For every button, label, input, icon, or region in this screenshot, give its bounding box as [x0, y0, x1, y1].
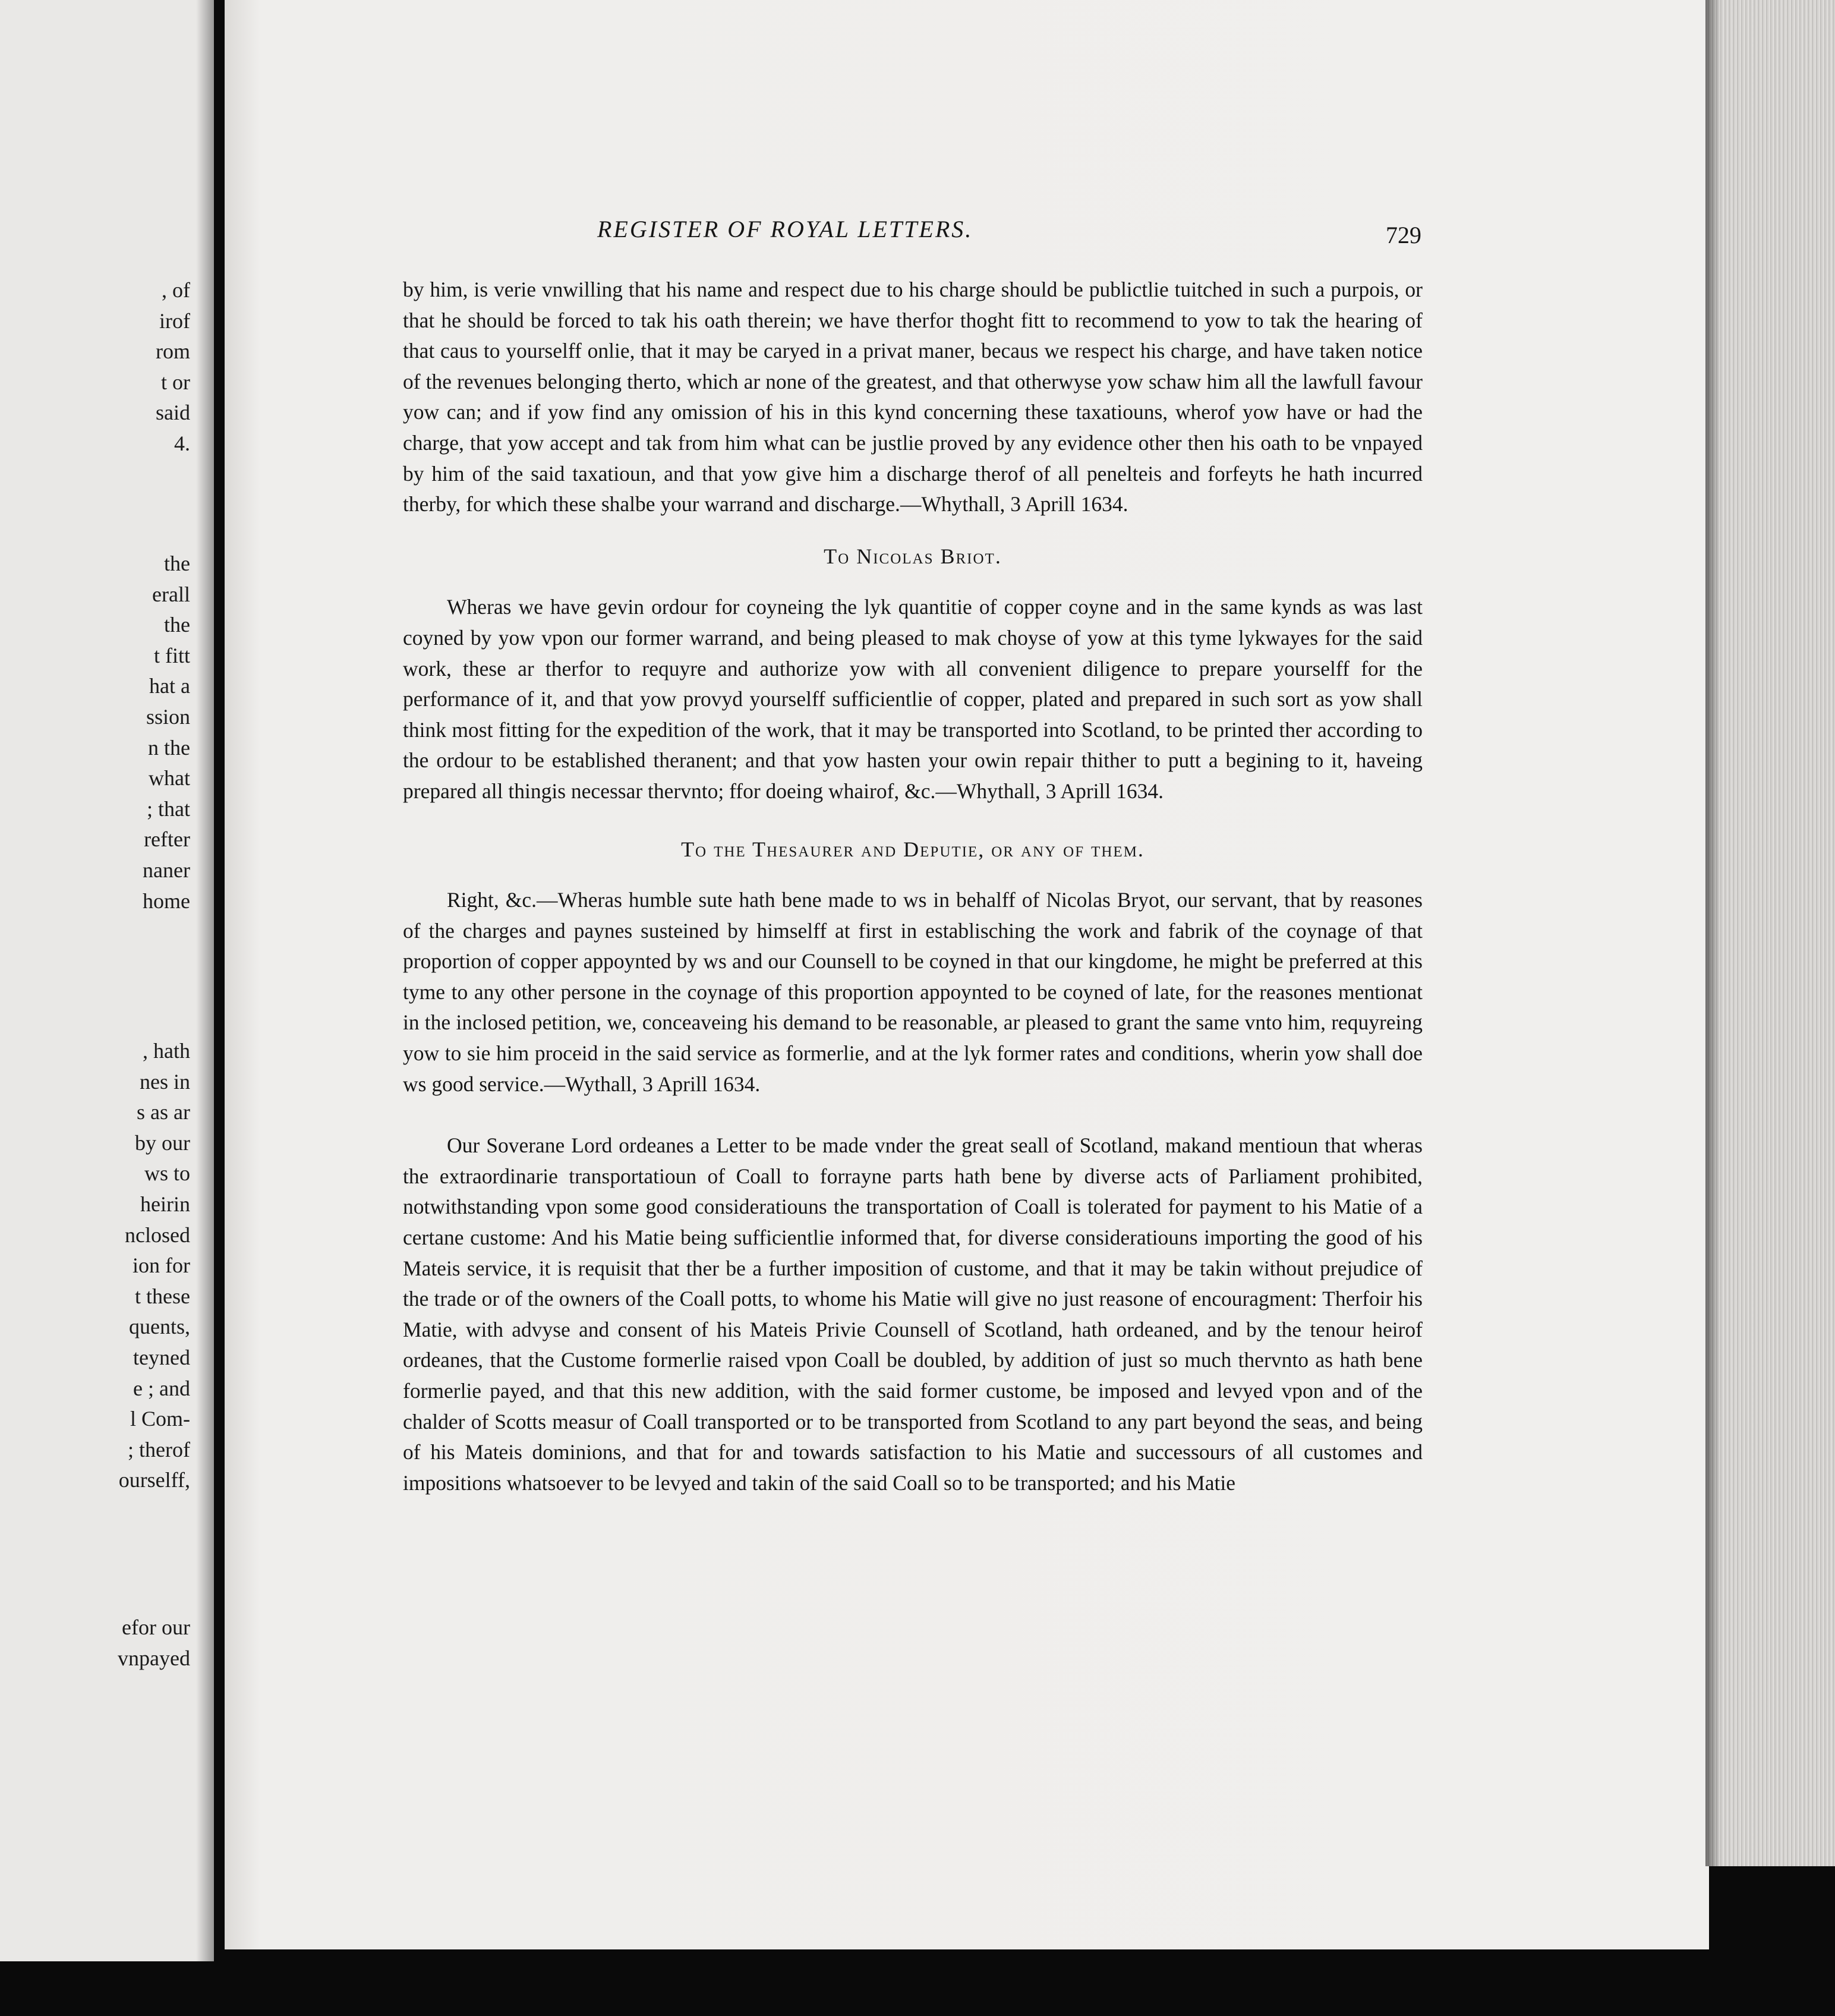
- left-page-fragment: t these: [135, 1284, 190, 1308]
- left-page-fragment: quents,: [129, 1315, 190, 1339]
- page-body: [403, 275, 1423, 1498]
- gutter-shadow: [196, 0, 214, 1961]
- left-page-fragment: l Com-: [130, 1407, 190, 1431]
- left-page-fragment: home: [143, 889, 190, 913]
- left-page-fragment: e ; and: [133, 1376, 190, 1400]
- left-page-fragment: vnpayed: [118, 1646, 190, 1670]
- left-page-fragment: nclosed: [125, 1223, 190, 1247]
- left-page-fragment: nes in: [140, 1069, 190, 1094]
- left-page-fragment: , of: [162, 278, 190, 302]
- letter-heading-briot: To Nicolas Briot.: [824, 544, 1002, 568]
- left-page-fragment: ; that: [147, 796, 190, 821]
- left-page-fragment: what: [149, 766, 190, 790]
- left-page-fragment: said: [156, 401, 190, 425]
- left-page-fragment: refter: [144, 827, 190, 852]
- left-facing-page: [0, 0, 214, 1961]
- left-page-fragment: t fitt: [154, 643, 190, 667]
- left-page-fragment: efor our: [122, 1615, 190, 1639]
- left-page-fragment: hat a: [149, 674, 190, 698]
- section-spacer: [403, 1100, 1423, 1130]
- left-page-fragment: the: [164, 552, 190, 575]
- letter-text-thesaurer: Right, &c.—Wheras humble sute hath bene made to ws in behalff of Nicolas Bryot, our servant, that by reasones of the charges and paynes susteined by himselff at first in establisching the work and fabrik of the coynage of that proportion of copper appoynted by ws and our Counsell to be coyned in that our kingdome, he might be preferred at this tyme to any other persone in the coynage of this proportion appoynted to be coyned of late, for the reasones mentionat in the inclosed petition, we, conceaveing his demand to be reasonable, ar pleased to grant the same vnto him, requyreing yow to sie him proceid in the said service as formerlie, and at the lyk former rates and conditions, wherin yow shall doe ws good service.—Wythall, 3 Aprill 1634.: [403, 888, 1423, 1096]
- left-page-fragment: t or: [161, 370, 190, 394]
- running-title: REGISTER OF ROYAL LETTERS.: [597, 216, 973, 242]
- left-page-fragment: ourselff,: [118, 1468, 190, 1492]
- left-page-fragment: ssion: [146, 705, 190, 729]
- page-edges: [1705, 0, 1835, 1866]
- left-page-fragment: erall: [152, 582, 190, 606]
- left-page-fragment: ws to: [144, 1161, 190, 1186]
- letter-text-briot: Wheras we have gevin ordour for coyneing the lyk quantitie of copper coyne and in the same kynds as was last coyned by yow vpon our former warrand, and being pleased to mak choyse of yow at this tyme lykwayes for the said work, these ar therfor to requyre and authorize yow with all convenient diligence to prepare yourselff for the performance of it, and that yow provyd yourselff sufficientlie of copper, plated and prepared in such sort as yow shall think most fitting for the expedition of the work, that it may be transported into Scotland, to be printed ther according to the ordour to be established theranent; and that yow hasten your owin repair thither to putt a begining to it, haveing prepared all thingis necessar thervnto; ffor doeing whairof, &c.—Whythall, 3 Aprill 1634.: [403, 595, 1423, 803]
- left-page-fragment: teyned: [133, 1346, 190, 1369]
- ordinance-paragraph: Our Soverane Lord ordeanes a Letter to be made vnder the great seall of Scotland, makand mentioun that wheras the extraordinarie transportatioun of Coall to forrayne parts hath bene by diverse acts of Parliament prohibited, notwithstanding vpon some good consideratiouns the transportation of Coall is tolerated for payment to his Matie of a certane custome: And his Matie being sufficientlie informed that, for diverse consideratiouns importing the good of his Mateis service, it is requisit that ther be a further imposition of custome, and that it may be takin without prejudice of the trade or of the owners of the Coall potts, to whome his Matie will give no just reasone of encouragment: Therfoir his Matie, with advyse and consent of his Mateis Privie Counsell of Scotland, hath ordeaned, and by the tenour heirof ordeanes, that the Custome formerlie raised vpon Coall be doubled, by addition of just so much thervnto as hath bene formerlie payed, and that this new addition, with the said former custome, be imposed and levyed vpon and of the chalder of Scotts measur of Coall transported or to be transported from Scotland to any part beyond the seas, and being of his Mateis dominions, and that for and towards satisfaction to his Matie and successours of all customes and impositions whatsoever to be levyed and takin of the said Coall so to be transported; and his Matie: [403, 1133, 1423, 1495]
- letter-heading-thesaurer: To the Thesaurer and Deputie, or any of them.: [681, 837, 1144, 861]
- opening-paragraph: by him, is verie vnwilling that his name and respect due to his charge should be publictlie tuitched in such a purpois, or that he should be forced to tak his oath therein; we have therfor thoght fitt to recommend to yow to tak the hearing of that caus to yourselff onlie, that it may be caryed in a privat maner, becaus we respect his charge, and have taken notice of the revenues belonging therto, which ar none of the greatest, and that otherwyse yow schaw him all the lawfull favour yow can; and if yow find any omission of his in this kynd concerning these taxatiouns, wherof yow have or had the charge, that yow accept and tak from him what can be justlie proved by any evidence other then his oath to be vnpayed by him of the said taxatioun, and that yow give him a discharge therof of all penelteis and forfeyts he hath incurred therby, for which these shalbe your warrand and discharge.—Whythall, 3 Aprill 1634.: [403, 278, 1423, 516]
- page-number: 729: [1386, 222, 1421, 248]
- left-page-fragment: ; therof: [128, 1437, 190, 1461]
- left-page-fragment: the: [164, 613, 190, 637]
- left-page-fragment: irof: [159, 308, 190, 333]
- left-page-fragment: 4.: [174, 431, 190, 455]
- left-page-fragment: naner: [143, 858, 190, 882]
- left-page-fragment: ion for: [133, 1253, 190, 1278]
- left-page-fragment: by our: [135, 1130, 190, 1155]
- left-page-fragment: rom: [156, 339, 190, 364]
- left-page-fragment: s as ar: [137, 1100, 190, 1124]
- left-page-fragment: heirin: [140, 1192, 190, 1216]
- left-page-fragment: n the: [148, 735, 190, 760]
- page-edges-shadow: [1705, 0, 1721, 1866]
- left-page-fragment: , hath: [143, 1039, 190, 1063]
